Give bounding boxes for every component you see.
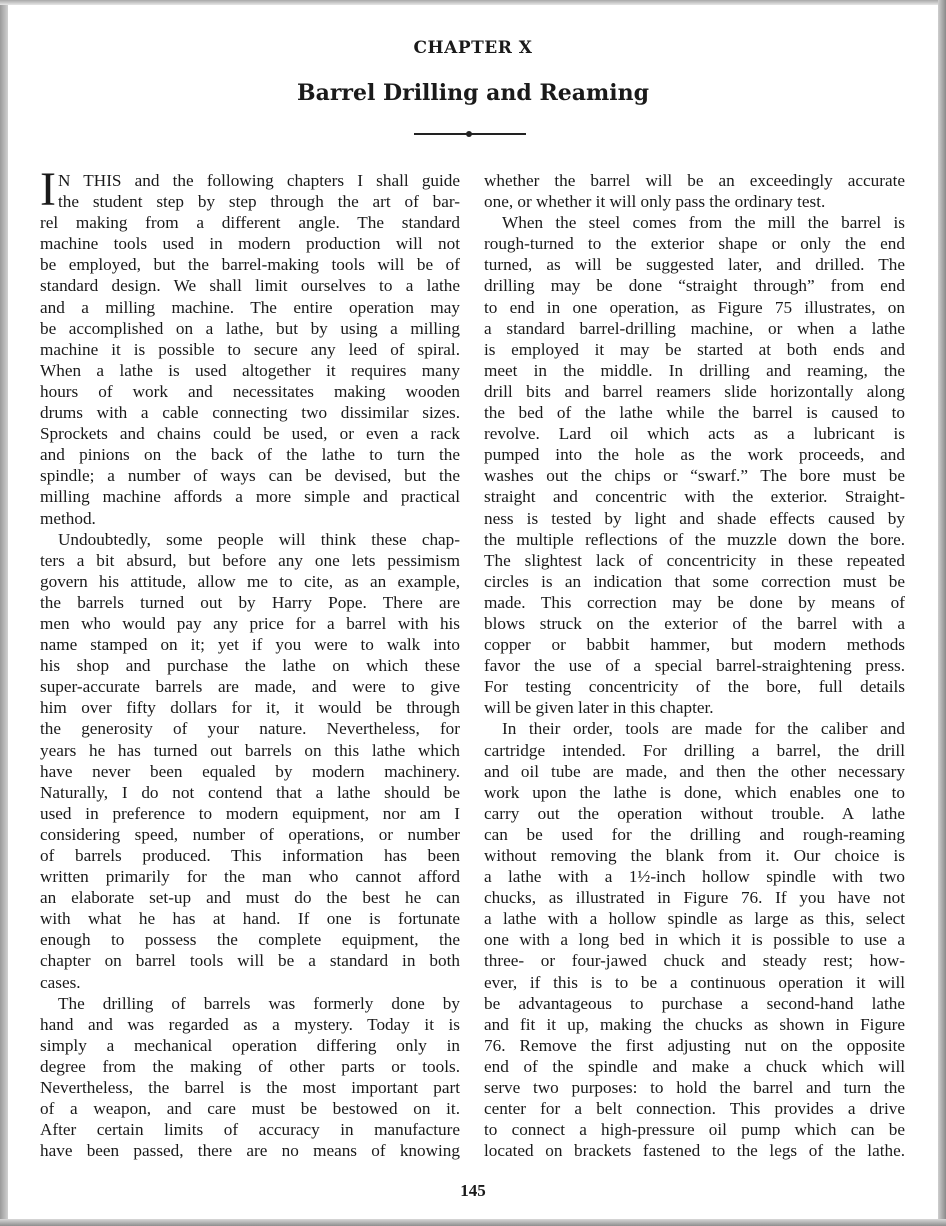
- text-line: pumped into the hole as the work proceeds, and: [484, 445, 905, 465]
- drop-cap: I: [40, 163, 56, 216]
- text-line: located on brackets fastened to the legs of the lathe.: [484, 1141, 905, 1161]
- text-line: hand and was regarded as a mystery. Today it is: [40, 1014, 460, 1034]
- text-line: is employed it may be started at both ends and: [484, 339, 905, 359]
- text-line: rel making from a different angle. The standard: [40, 213, 460, 233]
- text-line: and oil tube are made, and then the other necessary: [484, 761, 905, 781]
- text-line: of barrels produced. This information has been: [40, 846, 460, 865]
- text-line: cartridge intended. For drilling a barrel, the drill: [484, 740, 905, 760]
- text-line: used in preference to modern equipment, nor am I: [40, 803, 460, 823]
- scan-edge-left: [0, 0, 8, 1226]
- text-line: degree from the making of other parts or tools.: [40, 1056, 460, 1076]
- text-line: without removing the blank from it. Our choice is: [484, 846, 905, 865]
- text-line: ters a bit absurd, but before any one lets pessimism: [40, 550, 460, 570]
- text-line: enough to possess the complete equipment, the: [40, 930, 460, 950]
- text-line: Sprockets and chains could be used, or even a rack: [40, 424, 460, 444]
- left-column: [40, 163, 460, 1161]
- text-line: milling machine affords a more simple and practical: [40, 487, 460, 507]
- text-line: ness is tested by light and shade effects caused by: [484, 508, 905, 528]
- text-line: end of the spindle and make a chuck which will: [484, 1056, 905, 1076]
- text-line: drill bits and barrel reamers slide horizontally along: [484, 381, 905, 401]
- text-line: the barrels turned out by Harry Pope. There are: [40, 592, 460, 612]
- text-line: be advantageous to purchase a second-hand lathe: [484, 993, 905, 1013]
- text-line: the bed of the lathe while the barrel is caused to: [484, 403, 905, 423]
- text-line: favor the use of a special barrel-straightening press.: [484, 656, 905, 676]
- text-line: to end in one operation, as Figure 75 illustrates, on: [484, 297, 905, 317]
- text-line: one with a long bed in which it is possible to use a: [484, 930, 905, 950]
- text-line: For testing concentricity of the bore, full details: [484, 677, 905, 697]
- text-line: straight and concentric with the exterior. Straight-: [484, 487, 905, 507]
- text-line: Naturally, I do not contend that a lathe should be: [40, 782, 460, 802]
- text-line: an elaborate set-up and must do the best he can: [40, 888, 460, 908]
- text-line: three- or four-jawed chuck and steady rest; how-: [484, 951, 905, 971]
- text-line: written primarily for the man who cannot afford: [40, 867, 460, 887]
- text-line: chucks, as illustrated in Figure 76. If you have not: [484, 888, 905, 908]
- ornament-divider-icon: [414, 131, 526, 137]
- text-line: men who would pay any price for a barrel with his: [40, 613, 460, 633]
- text-line: considering speed, number of operations, or number: [40, 824, 460, 844]
- text-line: In their order, tools are made for the caliber and: [502, 719, 905, 739]
- text-line: The slightest lack of concentricity in these repeated: [484, 550, 905, 570]
- right-column: [484, 170, 905, 1161]
- text-line: whether the barrel will be an exceedingly accurate: [484, 171, 905, 190]
- text-line: one, or whether it will only pass the ordinary test.: [484, 192, 826, 212]
- text-line: a lathe with a hollow spindle as large as this, select: [484, 909, 905, 929]
- text-line: The drilling of barrels was formerly done by: [58, 993, 460, 1013]
- text-line: drilling may be done “straight through” from end: [484, 276, 905, 296]
- text-line: circles is an indication that some correction must be: [484, 571, 905, 591]
- text-line: cases.: [40, 972, 81, 992]
- text-line: work upon the lathe is done, which enables one to: [484, 782, 905, 802]
- text-line: washes out the chips or “swarf.” The bore must be: [484, 466, 905, 486]
- text-line: have been passed, there are no means of knowing: [40, 1141, 460, 1161]
- ornament-dot: [466, 131, 472, 137]
- text-line: hours of work and necessitates making wooden: [40, 381, 460, 401]
- text-line: machine tools used in modern production will not: [40, 234, 460, 254]
- text-line: govern his attitude, allow me to cite, as an example,: [40, 571, 460, 591]
- text-line: made. This correction may be done by means of: [484, 592, 905, 612]
- text-line: name stamped on it; yet if you were to walk into: [40, 635, 460, 655]
- text-line: years he has turned out barrels on this lathe which: [40, 740, 460, 760]
- text-line: and pinions on the back of the lathe to turn the: [40, 445, 460, 465]
- text-line: After certain limits of accuracy in manufacture: [40, 1120, 460, 1140]
- text-line: 76. Remove the first adjusting nut on the opposite: [484, 1035, 905, 1055]
- text-line: ever, if this is to be a continuous operation it will: [484, 972, 905, 992]
- text-line: of a weapon, and care must be bestowed on it.: [40, 1099, 460, 1119]
- page-number: 145: [460, 1181, 486, 1200]
- text-line: drums with a cable connecting two dissimilar sizes.: [40, 403, 460, 423]
- text-line: When the steel comes from the mill the barrel is: [502, 213, 905, 233]
- text-line: him over fifty dollars for it, it would be through: [40, 698, 460, 718]
- text-line: be employed, but the barrel-making tools will be of: [40, 255, 460, 275]
- text-line: the generosity of your nature. Nevertheless, for: [40, 719, 460, 739]
- text-line: and fit it up, making the chucks as shown in Figure: [484, 1014, 905, 1034]
- text-line: turned, as will be suggested later, and drilled. The: [484, 255, 905, 275]
- text-line: a standard barrel-drilling machine, or when a lathe: [484, 318, 905, 338]
- scan-edge-right: [938, 0, 946, 1226]
- chapter-title: Barrel Drilling and Reaming: [296, 80, 650, 106]
- text-line: have never been equaled by modern machinery.: [40, 761, 460, 781]
- text-line: super-accurate barrels are made, and were to give: [40, 677, 460, 697]
- text-line: serve two purposes: to hold the barrel and turn the: [484, 1078, 905, 1098]
- chapter-label: CHAPTER X: [413, 38, 533, 58]
- text-line: rough-turned to the exterior shape or only the end: [484, 234, 905, 254]
- text-line: When a lathe is used altogether it requires many: [40, 360, 460, 380]
- text-line: Nevertheless, the barrel is the most important part: [40, 1078, 460, 1098]
- text-line: a lathe with a 1½-inch hollow spindle with two: [484, 867, 905, 887]
- scan-edge-top: [0, 0, 946, 5]
- text-line: standard design. We shall limit ourselves to a lathe: [40, 276, 460, 296]
- text-line: meet in the middle. In drilling and reaming, the: [484, 360, 905, 380]
- text-line: will be given later in this chapter.: [484, 698, 714, 718]
- text-line: carry out the operation without trouble. A lathe: [484, 803, 905, 823]
- text-line: method.: [40, 508, 96, 528]
- scan-edge-bottom: [0, 1219, 946, 1226]
- text-line: center for a belt connection. This provides a drive: [484, 1099, 905, 1119]
- text-line: N THIS and the following chapters I shall guide: [58, 171, 460, 190]
- text-line: can be used for the drilling and rough-reaming: [484, 824, 905, 844]
- text-line: chapter on barrel tools will be a standard in both: [40, 951, 460, 971]
- text-line: machine it is possible to secure any leed of spiral.: [40, 339, 460, 359]
- text-line: and a milling machine. The entire operation may: [40, 297, 460, 317]
- text-line: his shop and purchase the lathe on which these: [40, 656, 460, 676]
- text-line: to connect a high-pressure oil pump which can be: [484, 1120, 905, 1140]
- text-line: blows struck on the exterior of the barrel with a: [484, 613, 905, 633]
- text-line: revolve. Lard oil which acts as a lubricant is: [484, 424, 905, 444]
- text-line: copper or babbit hammer, but modern methods: [484, 635, 905, 655]
- text-line: with what he has at hand. If one is fortunate: [40, 909, 460, 929]
- text-line: simply a mechanical operation differing only in: [40, 1035, 460, 1055]
- text-line: Undoubtedly, some people will think these chap-: [58, 529, 460, 549]
- text-line: be accomplished on a lathe, but by using a milling: [40, 318, 460, 338]
- text-line: the student step by step through the art of bar-: [58, 192, 460, 212]
- text-line: spindle; a number of ways can be devised, but the: [40, 466, 460, 486]
- text-line: the multiple reflections of the muzzle down the bore.: [484, 529, 905, 549]
